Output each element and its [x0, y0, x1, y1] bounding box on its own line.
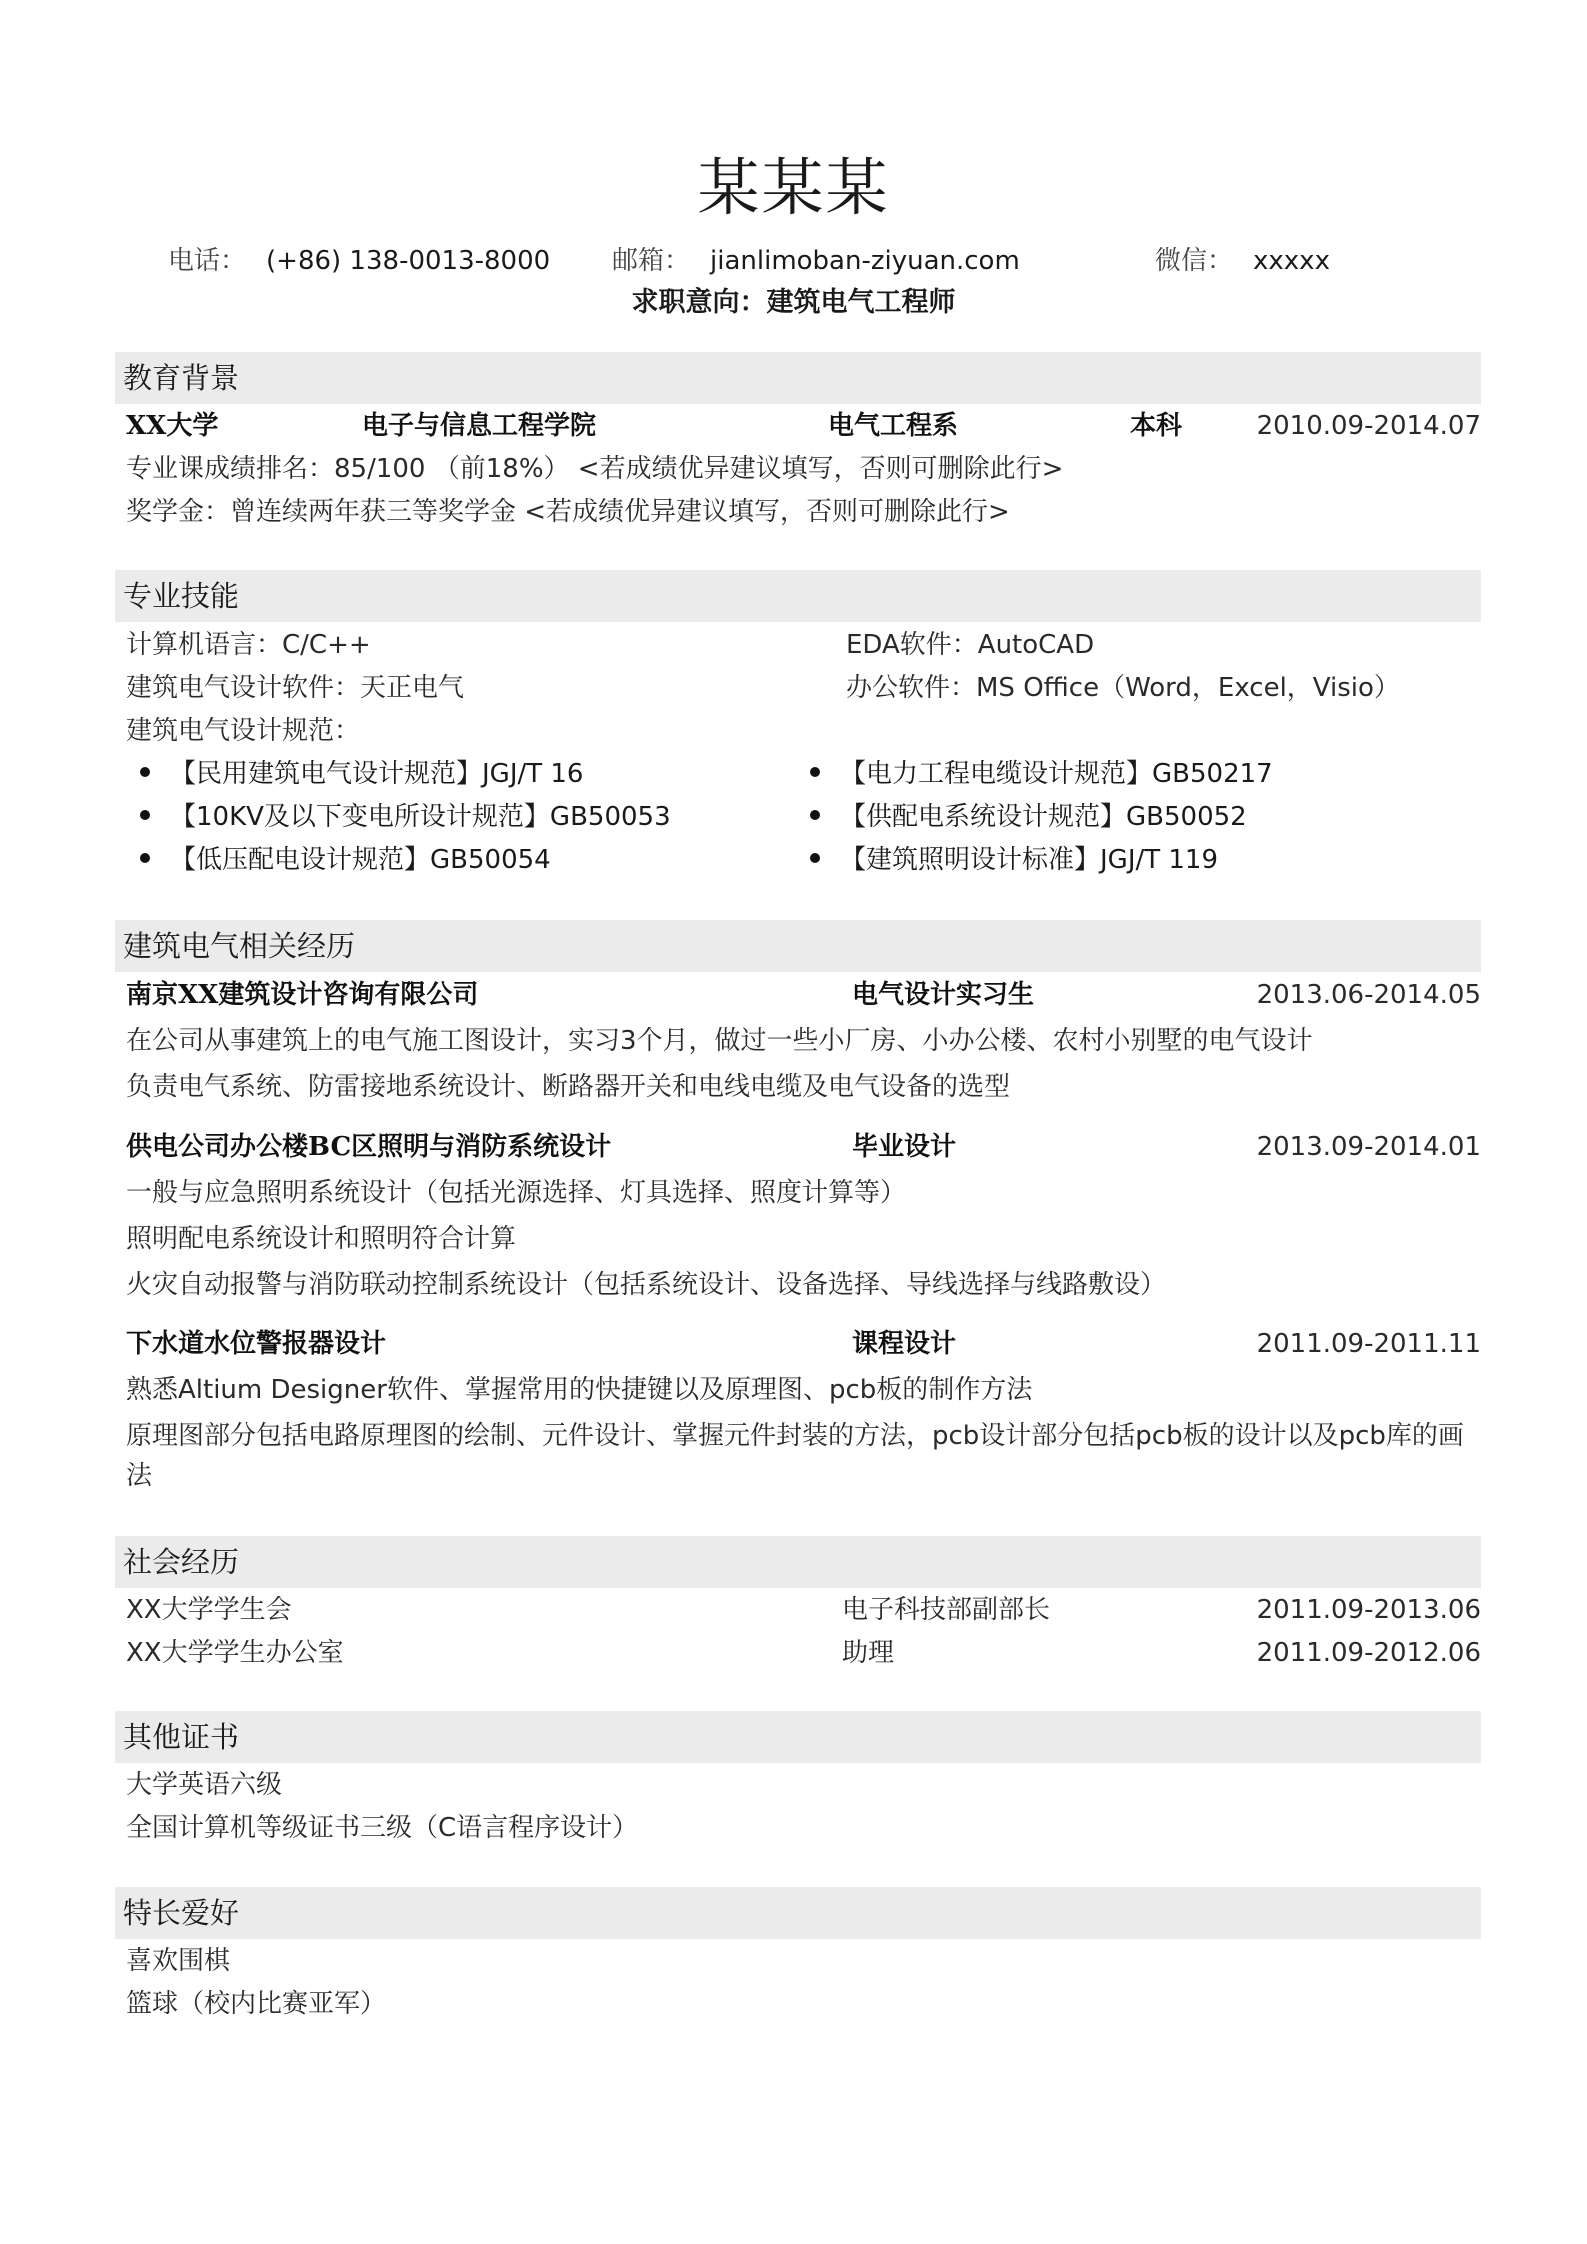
experience-name: 供电公司办公楼BC区照明与消防系统设计	[126, 1132, 612, 1162]
experience-detail: 负责电气系统、防雷接地系统设计、断路器开关和电线电缆及电气设备的选型	[126, 1072, 1011, 1102]
spec-text: 【电力工程电缆设计规范】GB50217	[840, 759, 1273, 789]
certs-title: 其他证书	[123, 1720, 240, 1754]
experience-detail: 火灾自动报警与消防联动控制系统设计（包括系统设计、设备选择、导线选择与线路敷设）	[126, 1270, 1167, 1300]
experience-period: 2011.09-2011.11	[1256, 1329, 1481, 1359]
social-org: XX大学学生会	[126, 1595, 292, 1625]
social-role: 助理	[842, 1638, 895, 1668]
spec-text: 【10KV及以下变电所设计规范】GB50053	[170, 802, 671, 832]
bullet-icon	[810, 767, 820, 777]
hobby-item: 喜欢围棋	[126, 1946, 231, 1976]
bullet-icon	[140, 767, 150, 777]
spec-list-item	[140, 799, 671, 835]
hobbies-section-header	[115, 1887, 1481, 1939]
cert-item: 全国计算机等级证书三级（C语言程序设计）	[126, 1813, 639, 1843]
experience-role: 课程设计	[852, 1329, 957, 1359]
wechat-value: xxxxx	[1253, 246, 1330, 276]
experience-detail: 照明配电系统设计和照明符合计算	[126, 1224, 517, 1254]
wechat-label: 微信：	[1155, 246, 1234, 276]
experience-role: 电气设计实习生	[852, 980, 1035, 1010]
experience-period: 2013.06-2014.05	[1256, 980, 1481, 1010]
hobby-item: 篮球（校内比赛亚军）	[126, 1989, 387, 2019]
bullet-icon	[810, 810, 820, 820]
spec-list-item	[810, 842, 1218, 878]
bullet-icon	[140, 810, 150, 820]
skill-design-software: 建筑电气设计软件：天正电气	[126, 673, 465, 703]
certs-section-header	[115, 1711, 1481, 1763]
phone-contact	[168, 244, 550, 278]
wechat-contact	[1155, 244, 1330, 278]
bullet-icon	[810, 853, 820, 863]
job-objective: 求职意向：建筑电气工程师	[631, 287, 956, 318]
skill-eda-software: EDA软件：AutoCAD	[846, 630, 1095, 660]
experience-detail: 一般与应急照明系统设计（包括光源选择、灯具选择、照度计算等）	[126, 1178, 907, 1208]
social-period: 2011.09-2013.06	[1256, 1595, 1481, 1625]
skills-title: 专业技能	[123, 579, 240, 613]
experience-role: 毕业设计	[852, 1132, 957, 1162]
experience-detail: 原理图部分包括电路原理图的绘制、元件设计、掌握元件封装的方法，pcb设计部分包括pcb板的设计以及pcb库的画	[126, 1421, 1464, 1451]
hobbies-title: 特长爱好	[123, 1896, 240, 1930]
experience-section-header	[115, 920, 1481, 972]
school-name: XX大学	[126, 411, 219, 441]
spec-text: 【供配电系统设计规范】GB50052	[840, 802, 1247, 832]
skill-specs-label: 建筑电气设计规范：	[126, 716, 361, 746]
email-label: 邮箱：	[612, 246, 691, 276]
phone-label: 电话：	[168, 246, 247, 276]
social-org: XX大学学生办公室	[126, 1638, 344, 1668]
scholarship: 奖学金：曾连续两年获三等奖学金 <若成绩优异建议填写，否则可删除此行>	[126, 497, 1010, 527]
experience-period: 2013.09-2014.01	[1256, 1132, 1481, 1162]
skill-programming-language: 计算机语言：C/C++	[126, 630, 371, 660]
email-value: jianlimoban-ziyuan.com	[710, 246, 1020, 276]
email-contact	[612, 244, 1020, 278]
candidate-name: 某某某	[697, 151, 890, 224]
skills-section-header	[115, 570, 1481, 622]
experience-detail: 熟悉Altium Designer软件、掌握常用的快捷键以及原理图、pcb板的制作方法	[126, 1375, 1033, 1405]
department-name: 电气工程系	[828, 411, 959, 441]
social-section-header	[115, 1536, 1481, 1588]
bullet-icon	[140, 853, 150, 863]
social-period: 2011.09-2012.06	[1256, 1638, 1481, 1668]
experience-detail: 法	[126, 1461, 153, 1491]
education-period: 2010.09-2014.07	[1256, 411, 1481, 441]
experience-title: 建筑电气相关经历	[123, 929, 356, 963]
spec-list-item	[810, 799, 1247, 835]
degree: 本科	[1130, 411, 1183, 441]
spec-text: 【低压配电设计规范】GB50054	[170, 845, 551, 875]
spec-text: 【建筑照明设计标准】JGJ/T 119	[840, 845, 1219, 875]
spec-list-item	[140, 756, 583, 792]
experience-name: 南京XX建筑设计咨询有限公司	[126, 980, 479, 1010]
experience-detail: 在公司从事建筑上的电气施工图设计，实习3个月，做过一些小厂房、小办公楼、农村小别墅的电气设计	[126, 1026, 1313, 1056]
spec-list-item	[140, 842, 551, 878]
spec-text: 【民用建筑电气设计规范】JGJ/T 16	[170, 759, 584, 789]
education-section-header	[115, 352, 1481, 404]
social-role: 电子科技部副部长	[842, 1595, 1051, 1625]
cert-item: 大学英语六级	[126, 1770, 283, 1800]
social-title: 社会经历	[123, 1545, 240, 1579]
course-ranking: 专业课成绩排名：85/100 （前18%） <若成绩优异建议填写，否则可删除此行>	[126, 454, 1064, 484]
spec-list-item	[810, 756, 1273, 792]
college-name: 电子与信息工程学院	[362, 411, 597, 441]
skill-office-software: 办公软件：MS Office（Word，Excel，Visio）	[846, 673, 1400, 703]
education-title: 教育背景	[123, 361, 240, 395]
phone-value: (+86) 138-0013-8000	[266, 246, 551, 276]
experience-name: 下水道水位警报器设计	[126, 1329, 387, 1359]
